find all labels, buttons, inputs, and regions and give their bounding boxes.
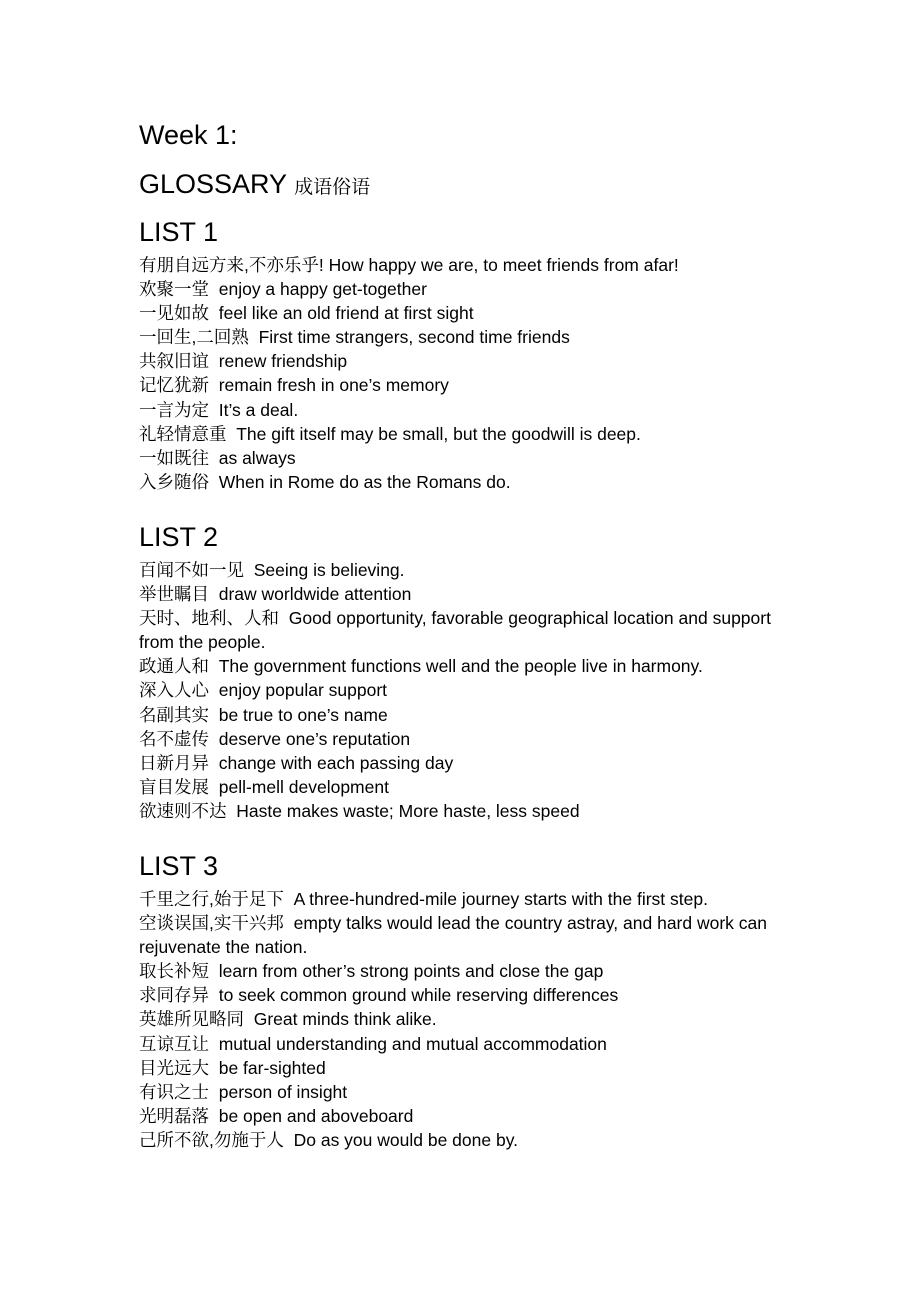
glossary-entry <box>139 1104 799 1128</box>
entry-meaning: change with each passing day <box>218 752 454 773</box>
glossary-entry <box>139 446 799 470</box>
entry-term: 记忆犹新 <box>139 375 209 396</box>
entry-term: 取长补短 <box>139 961 209 982</box>
entry-term: 一言为定 <box>139 399 209 420</box>
glossary-entry <box>139 301 799 325</box>
entry-separator <box>227 424 237 444</box>
entry-meaning: renew friendship <box>218 351 348 372</box>
week-title: Week 1: <box>139 120 238 150</box>
glossary-entry <box>139 751 799 775</box>
entry-term: 英雄所见略同 <box>139 1009 244 1030</box>
entry-term: 天时、地利、人和 <box>139 608 279 629</box>
entry-term: 欲速则不达 <box>139 800 227 821</box>
entry-meaning: A three-hundred-mile journey starts with the first step. <box>293 888 708 909</box>
entry-meaning: Good opportunity, favorable geographical location and support from the people. <box>139 608 771 653</box>
entry-term: 千里之行,始于足下 <box>139 888 284 909</box>
glossary-entry <box>139 325 799 349</box>
entry-meaning: as always <box>218 447 296 468</box>
glossary-entry <box>139 277 799 301</box>
glossary-entry <box>139 558 799 582</box>
entry-list <box>139 558 799 823</box>
glossary-entry <box>139 959 799 983</box>
entry-separator <box>244 1009 254 1029</box>
entry-term: 举世瞩目 <box>139 584 209 605</box>
entry-separator <box>249 327 259 347</box>
section-spacer <box>139 494 799 518</box>
list-section-2 <box>139 518 799 847</box>
entry-separator <box>209 729 219 749</box>
glossary-lists <box>139 213 799 1152</box>
entry-meaning: draw worldwide attention <box>218 584 412 605</box>
entry-separator <box>209 472 219 492</box>
document-page <box>139 116 799 1152</box>
glossary-entry <box>139 678 799 702</box>
entry-meaning: empty talks would lead the country astray, and hard work can rejuvenate the nation. <box>139 913 767 958</box>
glossary-entry <box>139 582 799 606</box>
list-heading: LIST 3 <box>139 850 219 881</box>
entry-meaning: When in Rome do as the Romans do. <box>218 471 511 492</box>
list-section-3 <box>139 847 799 1152</box>
entry-meaning: be true to one’s name <box>218 704 388 725</box>
glossary-entry <box>139 253 799 277</box>
entry-separator <box>209 985 219 1005</box>
entry-term: 深入人心 <box>139 680 209 701</box>
list-section-1 <box>139 213 799 518</box>
entry-meaning: learn from other’s strong points and close the gap <box>218 961 604 982</box>
glossary-entry <box>139 799 799 823</box>
glossary-subtitle-cn: 成语俗语 <box>294 177 371 198</box>
entry-separator <box>209 753 219 773</box>
entry-list <box>139 887 799 1152</box>
entry-separator <box>209 1034 219 1054</box>
glossary-entry <box>139 1080 799 1104</box>
entry-list <box>139 253 799 494</box>
glossary-entry <box>139 1007 799 1031</box>
glossary-entry <box>139 775 799 799</box>
entry-separator <box>209 448 219 468</box>
glossary-entry <box>139 606 799 654</box>
entry-separator <box>209 351 219 371</box>
glossary-title-text: GLOSSARY <box>139 169 287 199</box>
entry-separator <box>209 656 219 676</box>
section-spacer <box>139 823 799 847</box>
glossary-entry <box>139 1032 799 1056</box>
entry-term: 有识之士 <box>139 1081 209 1102</box>
entry-meaning: enjoy popular support <box>218 680 388 701</box>
entry-term: 一回生,二回熟 <box>139 327 249 348</box>
entry-meaning: Do as you would be done by. <box>293 1129 519 1150</box>
entry-separator <box>209 1082 219 1102</box>
entry-term: 空谈误国,实干兴邦 <box>139 913 284 934</box>
entry-separator <box>209 279 219 299</box>
entry-term: 名不虚传 <box>139 728 209 749</box>
glossary-entry <box>139 727 799 751</box>
entry-separator <box>284 889 294 909</box>
entry-term: 入乡随俗 <box>139 471 209 492</box>
entry-meaning: feel like an old friend at first sight <box>218 303 474 324</box>
list-heading: LIST 2 <box>139 521 219 552</box>
entry-term: 欢聚一堂 <box>139 279 209 300</box>
glossary-entry <box>139 1056 799 1080</box>
entry-meaning: remain fresh in one’s memory <box>218 375 449 396</box>
glossary-entry <box>139 654 799 678</box>
entry-separator <box>209 705 219 725</box>
entry-separator <box>209 375 219 395</box>
entry-separator <box>279 608 289 628</box>
entry-term: 盲目发展 <box>139 776 209 797</box>
glossary-entry <box>139 1128 799 1152</box>
entry-term: 政通人和 <box>139 656 209 677</box>
entry-separator <box>209 961 219 981</box>
entry-term: 求同存异 <box>139 985 209 1006</box>
entry-meaning: enjoy a happy get-together <box>218 279 427 300</box>
entry-term: 一见如故 <box>139 303 209 324</box>
glossary-entry <box>139 703 799 727</box>
entry-meaning: to seek common ground while reserving differences <box>218 985 619 1006</box>
entry-term: 一如既往 <box>139 447 209 468</box>
entry-meaning: It’s a deal. <box>218 399 299 420</box>
entry-term: 共叙旧谊 <box>139 351 209 372</box>
entry-separator <box>209 400 219 420</box>
entry-meaning: be far-sighted <box>218 1057 326 1078</box>
entry-separator <box>209 1058 219 1078</box>
entry-term: 目光远大 <box>139 1057 209 1078</box>
glossary-entry <box>139 373 799 397</box>
entry-meaning: Seeing is believing. <box>253 559 405 580</box>
entry-separator <box>209 584 219 604</box>
glossary-entry <box>139 470 799 494</box>
entry-term: 名副其实 <box>139 704 209 725</box>
glossary-title <box>139 165 799 203</box>
entry-separator <box>209 1106 219 1126</box>
entry-meaning: The gift itself may be small, but the goodwill is deep. <box>236 423 641 444</box>
glossary-entry <box>139 398 799 422</box>
entry-separator <box>209 680 219 700</box>
entry-term: 日新月异 <box>139 752 209 773</box>
entry-meaning: person of insight <box>218 1081 348 1102</box>
entry-separator <box>284 913 294 933</box>
entry-meaning: be open and aboveboard <box>218 1105 414 1126</box>
entry-meaning: pell-mell development <box>218 776 389 797</box>
list-heading: LIST 1 <box>139 217 219 247</box>
entry-term: 己所不欲,勿施于人 <box>139 1129 284 1150</box>
entry-meaning: Great minds think alike. <box>253 1009 437 1030</box>
entry-term: 光明磊落 <box>139 1105 209 1126</box>
entry-separator <box>209 777 219 797</box>
glossary-entry <box>139 983 799 1007</box>
entry-meaning: The government functions well and the people live in harmony. <box>218 656 703 677</box>
glossary-entry <box>139 911 799 959</box>
entry-term: 礼轻情意重 <box>139 423 227 444</box>
entry-term: 百闻不如一见 <box>139 559 244 580</box>
entry-meaning: deserve one’s reputation <box>218 728 411 749</box>
glossary-entry <box>139 887 799 911</box>
glossary-entry <box>139 422 799 446</box>
entry-meaning: How happy we are, to meet friends from afar! <box>328 255 679 275</box>
entry-separator <box>209 303 219 323</box>
entry-separator <box>227 801 237 821</box>
glossary-entry <box>139 349 799 373</box>
entry-term: 互谅互让 <box>139 1033 209 1054</box>
entry-meaning: Haste makes waste; More haste, less speed <box>236 800 580 821</box>
entry-separator <box>284 1130 294 1150</box>
entry-meaning: First time strangers, second time friends <box>258 327 570 348</box>
entry-separator <box>244 560 254 580</box>
entry-term: 有朋自远方来,不亦乐乎! <box>139 255 324 275</box>
entry-meaning: mutual understanding and mutual accommodation <box>218 1033 607 1054</box>
